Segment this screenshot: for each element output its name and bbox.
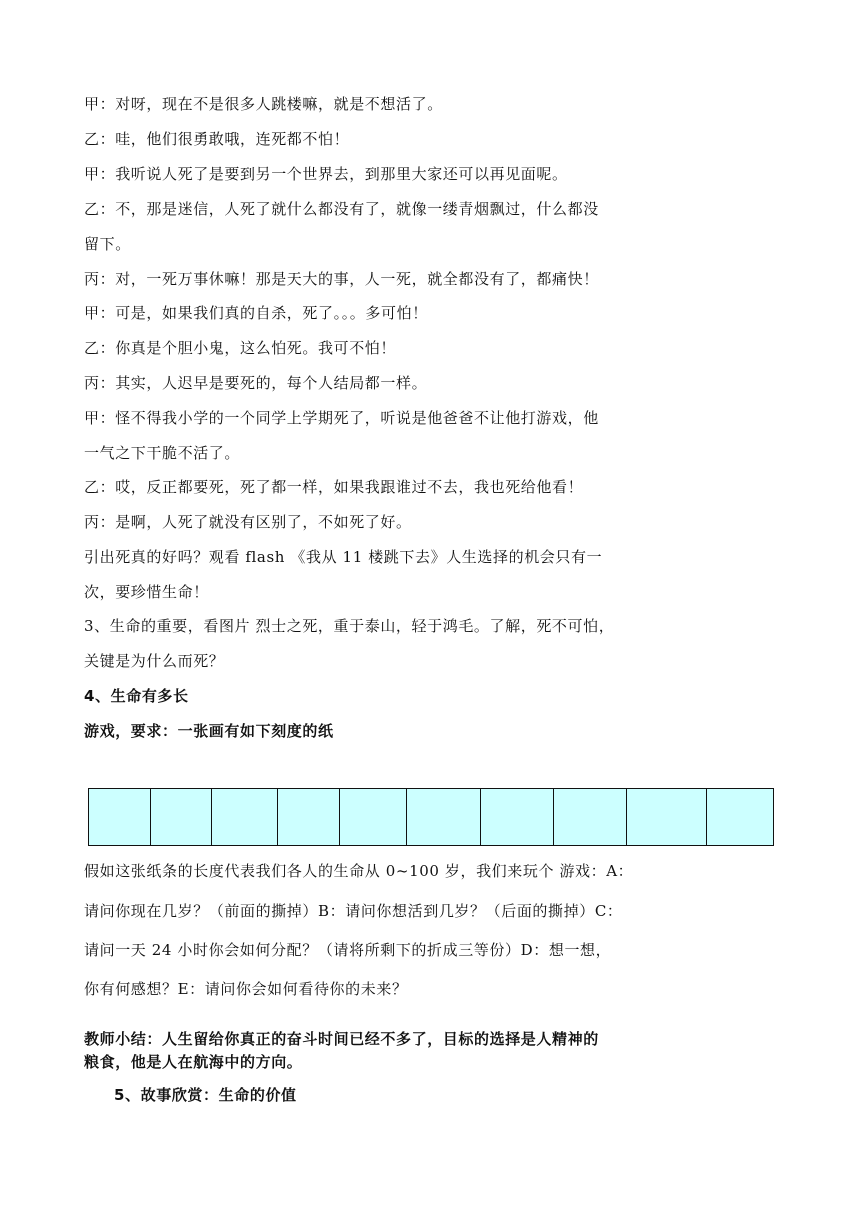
scale-cell: [707, 789, 773, 845]
dialogue-line: 丙：是啊，人死了就没有区别了，不如死了好。: [84, 513, 412, 531]
body-line: 引出死真的好吗？观看 flash 《我从 11 楼跳下去》人生选择的机会只有一: [84, 548, 603, 566]
game-requirement: 游戏，要求：一张画有如下刻度的纸: [84, 722, 334, 740]
scale-cell: [627, 789, 707, 845]
dialogue-line: 甲：怪不得我小学的一个同学上学期死了，听说是他爸爸不让他打游戏，他: [84, 409, 599, 427]
dialogue-line: 乙：哎，反正都要死，死了都一样，如果我跟谁过不去，我也死给他看！: [84, 478, 584, 496]
scale-cell: [151, 789, 212, 845]
section-heading: 4、生命有多长: [84, 687, 189, 705]
scale-cell: [278, 789, 340, 845]
dialogue-line: 丙：对，一死万事休嘛！那是天大的事，人一死，就全都没有了，都痛快！: [84, 270, 599, 288]
dialogue-line: 甲：可是，如果我们真的自杀，死了。。。多可怕！: [84, 304, 428, 322]
scale-cell: [212, 789, 279, 845]
game-instruction-line: 你有何感想？E：请问你会如何看待你的未来？: [84, 980, 408, 998]
scale-cell: [481, 789, 554, 845]
scale-cell: [89, 789, 151, 845]
dialogue-line: 乙：哇，他们很勇敢哦，连死都不怕！: [84, 130, 350, 148]
teacher-summary-line: 粮食，他是人在航海中的方向。: [84, 1053, 303, 1071]
scale-strip: [88, 788, 774, 846]
dialogue-line: 乙：你真是个胆小鬼，这么怕死。我可不怕！: [84, 339, 397, 357]
body-line: 次，要珍惜生命！: [84, 583, 209, 601]
dialogue-line: 丙：其实，人迟早是要死的，每个人结局都一样。: [84, 374, 428, 392]
dialogue-line: 留下。: [84, 235, 131, 253]
dialogue-line: 甲：我听说人死了是要到另一个世界去，到那里大家还可以再见面呢。: [84, 165, 568, 183]
body-line: 3、生命的重要，看图片 烈士之死，重于泰山，轻于鸿毛。了解，死不可怕，: [84, 617, 615, 635]
game-instruction-line: 请问你现在几岁？（前面的撕掉）B：请问你想活到几岁？（后面的撕掉）C：: [84, 902, 623, 920]
scale-cell: [554, 789, 628, 845]
body-line: 关键是为什么而死？: [84, 652, 225, 670]
scale-cell: [340, 789, 407, 845]
game-instruction-line: 假如这张纸条的长度代表我们各人的生命从 0~100 岁，我们来玩个 游戏：A：: [84, 862, 634, 880]
scale-cell: [407, 789, 481, 845]
dialogue-line: 甲：对呀，现在不是很多人跳楼嘛，就是不想活了。: [84, 95, 443, 113]
dialogue-line: 乙：不，那是迷信，人死了就什么都没有了，就像一缕青烟飘过，什么都没: [84, 200, 599, 218]
dialogue-line: 一气之下干脆不活了。: [84, 444, 241, 462]
teacher-summary-line: 教师小结：人生留给你真正的奋斗时间已经不多了，目标的选择是人精神的: [84, 1030, 599, 1048]
game-instruction-line: 请问一天 24 小时你会如何分配？（请将所剩下的折成三等份）D：想一想，: [84, 941, 612, 959]
section-heading: 5、故事欣赏：生命的价值: [114, 1086, 297, 1104]
